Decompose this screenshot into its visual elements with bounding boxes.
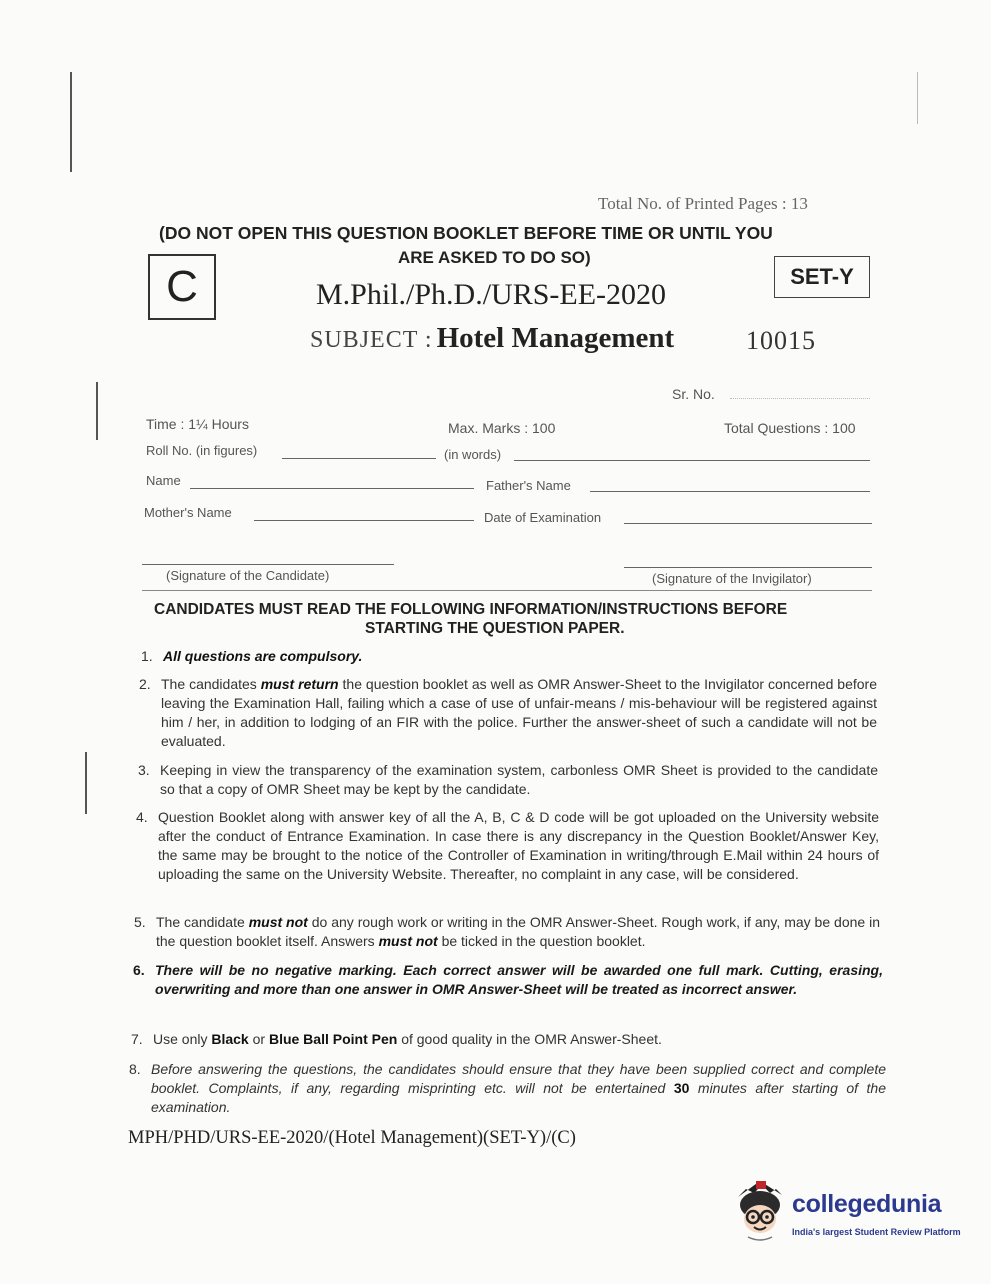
invigilator-signature-line[interactable] [624,567,872,568]
subject-line [310,322,674,355]
mothers-name-label: Mother's Name [144,505,232,520]
invigilator-signature-label: (Signature of the Invigilator) [652,571,812,586]
max-marks-label: Max. Marks : 100 [448,420,556,436]
warning-line-1: (DO NOT OPEN THIS QUESTION BOOKLET BEFORE TIME OR UNTIL YOU [159,223,773,243]
total-pages: Total No. of Printed Pages : 13 [598,194,808,213]
booklet-code-box: C [148,254,216,320]
collegedunia-brand: collegedunia [792,1190,942,1218]
subject-name: Hotel Management [436,322,675,354]
fathers-name-line[interactable] [590,491,870,492]
fathers-name-label: Father's Name [486,478,571,493]
divider [142,590,872,591]
instruction-4: 4. Question Booklet along with answer key of all the A, B, C & D code will be got uploaded on the University website after the conduct of Entrance Examination. In case there is any discrepancy in the Question Booklet/Answer Key, the same may be brought to the notice of the Controller of Examination in writing/through E.Mail within 24 hours of uploading the same on the University Website. Thereafter, no complaint in any case, will be considered. [136,809,879,882]
footer-code: MPH/PHD/URS-EE-2020/(Hotel Management)(SET-Y)/(C) [128,1128,576,1148]
collegedunia-tagline: India's largest Student Review Platform [792,1227,961,1237]
date-of-exam-line[interactable] [624,523,872,524]
roll-no-figures-label: Roll No. (in figures) [146,443,258,458]
candidate-signature-label: (Signature of the Candidate) [166,568,330,583]
date-of-exam-label: Date of Examination [484,510,602,525]
name-label: Name [146,473,181,488]
instructions-heading-line-2: STARTING THE QUESTION PAPER. [365,620,625,637]
instruction-3: 3. Keeping in view the transparency of the examination system, carbonless OMR Sheet is provided to the candidate so that a copy of OMR Sheet may be kept by the candidate. [138,762,878,797]
candidate-signature-line[interactable] [142,564,394,565]
sr-no-label: Sr. No. [672,386,715,402]
subject-code: 10015 [746,326,816,355]
scan-edge-mark [96,382,98,440]
total-questions-label: Total Questions : 100 [724,420,856,436]
instruction-6: 6. There will be no negative marking. Each correct answer will be awarded one full mark. Cutting, erasing, overwriting and more than one answer in OMR Answer-Sheet will be treated as incorrect answer. [133,962,883,997]
mothers-name-line[interactable] [254,520,474,521]
instruction-2: 2. The candidates must return the question booklet as well as OMR Answer-Sheet to the Invigilator concerned before leaving the Examination Hall, failing which a case of use of unfair-means / mis-behaviour will be registered against him / her, in addition to lodging of an FIR with the police. Further the answer-sheet of such a candidate will not be evaluated. [139,676,877,749]
scan-edge-mark [85,752,87,814]
roll-no-figures-line[interactable] [282,458,436,459]
in-words-line[interactable] [514,460,870,461]
subject-label: SUBJECT : [310,327,433,353]
instruction-1: 1. All questions are compulsory. [141,648,363,664]
time-label: Time : 1¼ Hours [146,416,249,432]
in-words-label: (in words) [444,447,502,462]
instruction-8: 8. Before answering the questions, the candidates should ensure that they have been supplied correct and complete booklet. Complaints, if any, regarding misprinting etc. will not be entertained 30 minutes after starting of the examination. [129,1061,886,1115]
sr-no-line [730,398,870,399]
instructions-heading-line-1: CANDIDATES MUST READ THE FOLLOWING INFORMATION/INSTRUCTIONS BEFORE [154,601,788,618]
warning-line-2: ARE ASKED TO DO SO) [398,248,591,267]
set-box: SET-Y [774,256,870,298]
exam-title: M.Phil./Ph.D./URS-EE-2020 [316,278,667,311]
name-line[interactable] [190,488,474,489]
collegedunia-mascot-icon [732,1175,788,1247]
instruction-5: 5. The candidate must not do any rough work or writing in the OMR Answer-Sheet. Rough work, if any, may be done in the question booklet itself. Answers must not be ticked in the question booklet. [134,914,881,949]
scan-edge-mark [917,72,918,124]
instruction-7: 7. Use only Black or Blue Ball Point Pen of good quality in the OMR Answer-Sheet. [131,1031,662,1047]
scan-edge-mark [70,72,72,172]
